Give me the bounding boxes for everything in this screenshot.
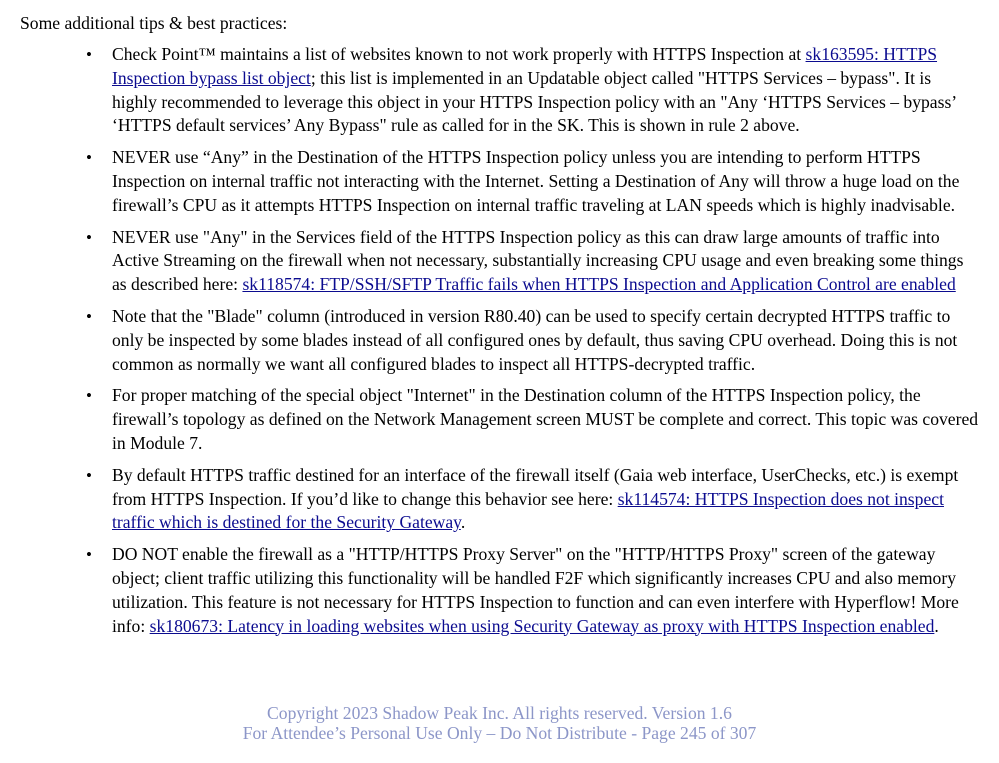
- tip-text: Note that the "Blade" column (introduced in version R80.40) can be used to specify certain decrypted HTTPS traffic to only be inspected by some blades instead of all configured ones by default, thus saving CPU overhead. Doing this is not common as normally we want all configured blades to inspect all HTTPS-decrypted traffic.: [112, 305, 958, 374]
- tip-item-proxy-server: [0, 543, 999, 638]
- link-sk180673[interactable]: sk180673: Latency in loading websites when using Security Gateway as proxy with HTTPS Inspection enabled: [149, 615, 935, 636]
- tip-text: .: [934, 615, 939, 636]
- tip-text: NEVER use “Any” in the Destination of the HTTPS Inspection policy unless you are intending to perform HTTPS Inspection on internal traffic not interacting with the Internet. Setting a Destination of Any will throw a huge load on the firewall’s CPU as it attempts HTTPS Inspection on internal traffic traveling at LAN speeds which is highly inadvisable.: [112, 147, 960, 215]
- tip-text: .: [460, 512, 466, 533]
- tip-item-internet-object: [0, 384, 999, 455]
- tip-text: NEVER use "Any" in the Services field of the HTTPS Inspection policy as this can draw large amounts of traffic into Active Streaming on the firewall when not necessary, substantially increasing CPU usage and even breaking some things as described here:: [112, 226, 964, 295]
- bullet-icon: •: [86, 306, 92, 326]
- bullet-icon: •: [86, 545, 92, 565]
- link-sk114574[interactable]: sk114574: HTTPS Inspection does not inspect traffic which is destined for the Security Gateway: [112, 488, 944, 533]
- tip-item-bypass-list: [0, 43, 999, 138]
- bullet-icon: •: [86, 45, 92, 64]
- tip-text: For proper matching of the special object "Internet" in the Destination column of the HTTPS Inspection policy, the firewall’s topology as defined on the Network Management screen MUST be complete and correct. This topic was covered in Module 7.: [112, 385, 979, 453]
- tip-item-blade-column: [0, 305, 999, 376]
- footer-copyright: Copyright 2023 Shadow Peak Inc. All rights reserved. Version 1.6: [267, 703, 732, 723]
- tip-item-destination-any: [0, 146, 999, 217]
- section-intro: Some additional tips & best practices:: [20, 13, 288, 33]
- link-sk163595[interactable]: sk163595: HTTPS Inspection bypass list object: [112, 44, 938, 88]
- bullet-icon: •: [86, 465, 92, 485]
- footer-page-info: For Attendee’s Personal Use Only – Do Not Distribute - Page 245 of 307: [242, 723, 757, 743]
- tip-text: Check Point™ maintains a list of websites known to not work properly with HTTPS Inspection at: [112, 44, 806, 64]
- link-sk118574[interactable]: sk118574: FTP/SSH/SFTP Traffic fails when HTTPS Inspection and Application Control are enabled: [242, 274, 956, 295]
- tip-text: By default HTTPS traffic destined for an interface of the firewall itself (Gaia web interface, UserChecks, etc.) is exempt from HTTPS Inspection. If you’d like to change this behavior see here:: [112, 464, 959, 509]
- tip-item-services-any: [0, 226, 999, 297]
- tip-text: ; this list is implemented in an Updatable object called "HTTPS Services – bypass". It is highly recommended to leverage this object in your HTTPS Inspection policy with an "Any ‘HTTPS Services – bypass’ ‘HTTPS default services’ Any Bypass" rule as called for in the SK. This is shown in rule 2 above.: [112, 67, 956, 136]
- bullet-icon: •: [86, 386, 92, 406]
- tip-item-firewall-interface: [0, 464, 999, 535]
- bullet-icon: •: [86, 227, 92, 247]
- bullet-icon: •: [86, 148, 92, 168]
- tip-text: DO NOT enable the firewall as a "HTTP/HTTPS Proxy Server" on the "HTTP/HTTPS Proxy" screen of the gateway object; client traffic utilizing this functionality will be handled F2F which significantly increases CPU and also memory utilization. This feature is not necessary for HTTPS Inspection to function and can even interfere with Hyperflow! More info:: [112, 544, 959, 636]
- tips-list: [0, 43, 999, 646]
